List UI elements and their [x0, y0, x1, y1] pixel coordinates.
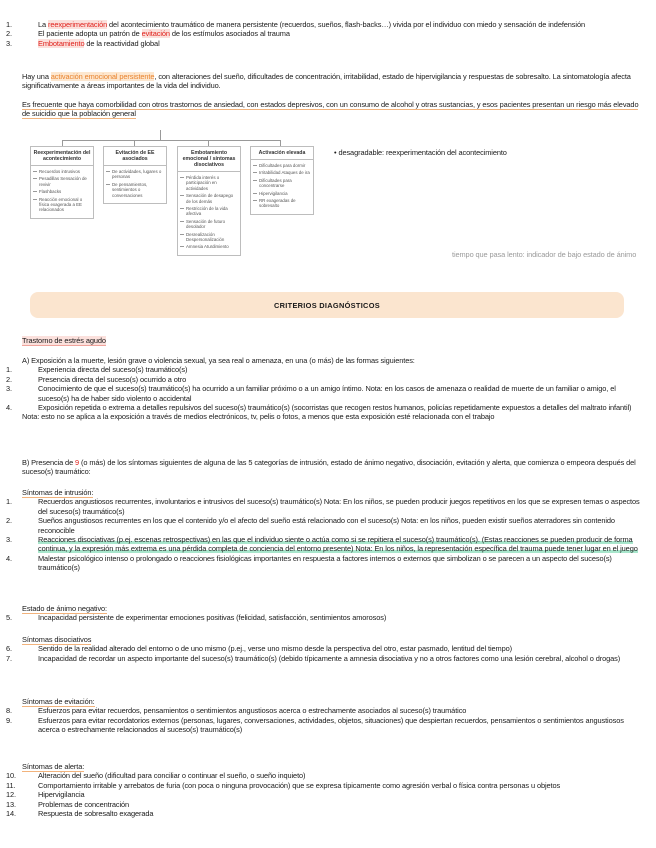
symptom-item: 9. Esfuerzos para evitar recordatorios externos (personas, lugares, conversaciones, actividades, objetos, situaciones) que despiertan recuerdos, pensamientos o sentimientos angustiosos acerca o estrechamente relacionados al suceso(s) traumático(s) — [6, 715, 624, 735]
criterion-a-item: 4. Exposición repetida o extrema a detalles repulsivos del suceso(s) traumático(s) (socorristas que recogen restos humanos, policías repetidamente expuestos a detalles del maltrato infantil) — [6, 403, 632, 413]
dissociative-section — [6, 635, 642, 663]
alert-section — [6, 762, 642, 819]
criterion-a-item: 1. Experiencia directa del suceso(s) traumático(s) — [6, 365, 188, 375]
symptom-item: 4. Malestar psicológico intenso o prolongado o reacciones fisiológicas importantes en respuesta a factores internos o externos que simbolizan o se parecen a un aspecto del suceso(s) traumático(s) — [6, 553, 612, 573]
diagram-box-evitacion: Evitación de EE asociados De actividades, lugares o personas De pensamientos, sentimientos o conversaciones — [103, 146, 167, 204]
intro-paragraph-2: Es frecuente que haya comorbilidad con otros trastornos de ansiedad, con estados depresivos, con un consumo de alcohol y otras sustancias, y esos pacientes presentan un riesgo más elevado de suicidio que la población general — [22, 100, 639, 119]
criteria-banner: CRITERIOS DIAGNÓSTICOS — [30, 292, 624, 318]
criterion-b: B) Presencia de 9 (o más) de los síntomas siguientes de alguna de las 5 categorías de intrusión, estado de ánimo negativo, disociación, evitación y alerta, que comienza o empeora después del suceso(s) traumático: — [22, 458, 636, 477]
symptom-item: 1. Recuerdos angustiosos recurrentes, involuntarios e intrusivos del suceso(s) traumático(s) Nota: En los niños, se pueden producir juegos repetitivos en los que se expresen temas o aspectos del suceso(s) traumático(s) — [6, 497, 640, 516]
criterion-a-item: 2. Presencia directa del suceso(s) ocurrido a otro — [6, 374, 187, 384]
avoidance-section — [6, 697, 642, 735]
diagram-note-1: • desagradable: reexperimentación del acontecimiento — [334, 148, 507, 157]
highlight-activacion: activación emocional persistente — [50, 72, 155, 81]
criteria-title: Trastorno de estrés agudo — [22, 336, 106, 345]
highlight-reexperimentacion: reexperimentación — [47, 20, 108, 29]
symptom-item: 10. Alteración del sueño (dificultad para conciliar o continuar el sueño, o sueño inquieto) — [6, 771, 306, 781]
symptom-item: 12. Hipervigilancia — [6, 790, 85, 800]
section-title: Estado de ánimo negativo: — [22, 604, 108, 613]
section-title: Síntomas de intrusión: — [22, 488, 94, 497]
intro-item: 3. Embotamiento de la reactividad global — [6, 38, 160, 48]
symptom-item: 2. Sueños angustiosos recurrentes en los que el contenido y/o el afecto del sueño está relacionado con el suceso(s) Nota: en los niños, pueden existir sueños aterradores sin contenido reconocible — [6, 516, 615, 535]
intro-list — [6, 20, 642, 48]
diagram-box-embotamiento: Embotamiento emocional / síntomas disociativos Pérdida interés o participación en actividades Sensación de desapego de los demás Restricción de la vida afectiva Sensación de futuro desolador Desrealización Despersonalización Amnesia Aturdimiento — [177, 146, 241, 256]
symptom-item: 13. Problemas de concentración — [6, 799, 130, 809]
intro-item: 2. El paciente adopta un patrón de evitación de los estímulos asociados al trauma — [6, 29, 290, 39]
intrusion-section — [6, 488, 642, 573]
symptom-item: 7. Incapacidad de recordar un aspecto importante del suceso(s) traumático(s) (debido típicamente a amnesia disociativa y no a otros factores como una lesión cerebral, alcohol o drogas) — [6, 653, 621, 663]
intro-paragraph-1: Hay una activación emocional persistente, con alteraciones del sueño, dificultades de concentración, irritabilidad, estado de hipervigilancia y respuestas de sobresalto. La sintomatología afecta significativamente a áreas importantes de la vida del individuo. — [22, 72, 631, 91]
intro-item: 1. La reexperimentación del acontecimiento traumático de manera persistente (recuerdos, sueños, flash-backs…) vivida por el individuo con miedo y sensación de indefensión — [6, 20, 585, 29]
diagram-box-activacion: Activación elevada Dificultades para dormir Irritabilidad Ataques de ira Dificultades para concentrarse Hipervigilancia RR exageradas de sobresalto — [250, 146, 314, 215]
mood-section — [6, 604, 642, 623]
criterion-a: A) Exposición a la muerte, lesión grave o violencia sexual, ya sea real o amenaza, en una (o más) de las formas siguientes: 1. Experiencia directa del suceso(s) traumático(s) 2. Presencia directa del suceso(s) ocurrido a otro 3. Conocimiento de que el suceso(s) traumático(s) ha ocurrido a un familiar próximo o a un amigo íntimo. Nota: en los casos de amenaza o realidad de muerte de un familiar o amigo, el suceso(s) ha de haber sido violento o accidental 4. Exposición repetida o extrema a detalles repulsivos del suceso(s) traumático(s) (socorristas que recogen restos humanos, policías repetidamente expuestos a detalles del maltrato infantil) Nota: esto no se aplica a la exposición a través de medios electrónicos, tv, pelis o fotos, a menos que esta exposición esté relacionada con el trabajo — [22, 356, 642, 422]
section-title: Síntomas de evitación: — [22, 697, 95, 706]
symptom-item: 11. Comportamiento irritable y arrebatos de furia (con poca o ninguna provocación) que se expresa típicamente como agresión verbal o física contra personas u objetos — [6, 780, 561, 790]
symptom-item: 5. Incapacidad persistente de experimentar emociones positivas (felicidad, satisfacción, sentimientos amorosos) — [6, 613, 387, 623]
diagram-note-2: tiempo que pasa lento: indicador de bajo estado de ánimo — [452, 250, 637, 259]
diagram-box-reexperimentacion: Reexperimentación del acontecimiento Recuerdos intrusivos Pesadillas Sensación de revivir Flashbacks Reacción emocional o física exagerada a EE relacionados — [30, 146, 94, 219]
symptom-item: 8. Esfuerzos para evitar recuerdos, pensamientos o sentimientos angustiosos acerca o estrechamente asociados al suceso(s) traumático — [6, 706, 467, 716]
symptom-item: 6. Sentido de la realidad alterado del entorno o de uno mismo (p.ej., verse uno mismo desde la perspectiva del otro, estar pasmado, lentitud del tiempo) — [6, 644, 512, 654]
highlight-evitacion: evitación — [141, 29, 170, 39]
section-title: Síntomas disociativos — [22, 635, 92, 644]
criterion-a-item: 3. Conocimiento de que el suceso(s) traumático(s) ha ocurrido a un familiar próximo o a un amigo íntimo. Nota: en los casos de amenaza o realidad de muerte de un familiar o amigo, el suceso(s) ha de haber sido violento o accidental — [6, 384, 616, 403]
highlight-embotamiento: Embotamiento — [38, 38, 85, 48]
section-title: Síntomas de alerta: — [22, 762, 85, 771]
symptom-item: 3. Reacciones disociativas (p.ej. escenas retrospectivas) en las que el individuo siente o actúa como si se repitiera el suceso(s) traumático(s). (Estas reacciones se pueden producir de forma continua, y la expresión más extrema es una pérdida completa de conciencia del entorno presente) Nota: En los niños, la representación específica del trauma puede tener lugar en el juego — [6, 535, 638, 554]
symptom-item: 14. Respuesta de sobresalto exagerada — [6, 809, 154, 819]
